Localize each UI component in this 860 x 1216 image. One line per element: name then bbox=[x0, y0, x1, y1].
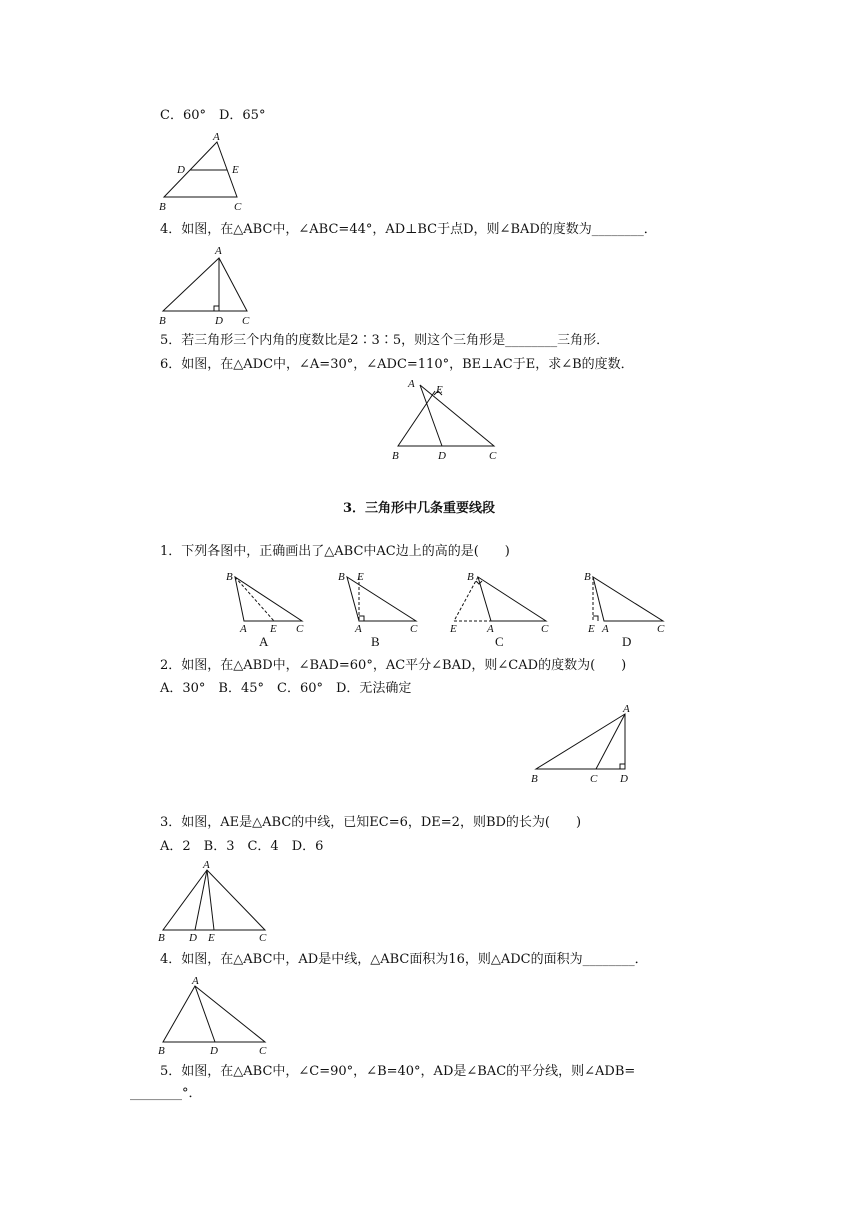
vertex-label-d: D bbox=[620, 773, 628, 785]
figure-option-b bbox=[334, 566, 424, 649]
vertex-label-c: C bbox=[242, 315, 250, 327]
vertex-label-a: A bbox=[240, 623, 247, 635]
vertex-label-b: B bbox=[392, 450, 399, 462]
figure-option-c bbox=[446, 566, 556, 649]
vertex-label-b: B bbox=[158, 932, 165, 944]
question-6-text: 6．如图，在△ADC中，∠A=30°，∠ADC=110°，BE⊥AC于E，求∠B的度数． bbox=[160, 357, 634, 372]
section-title: 3．三角形中几条重要线段 bbox=[343, 501, 496, 516]
vertex-label-c: C bbox=[259, 932, 267, 944]
vertex-label-d: D bbox=[215, 315, 223, 327]
vertex-label-e: E bbox=[270, 623, 277, 635]
question-4-text: 4．如图，在△ABC中，∠ABC=44°，AD⊥BC于点D，则∠BAD的度数为________． bbox=[160, 222, 657, 237]
vertex-label-d: D bbox=[177, 164, 185, 176]
question-s2-options: A．30° B．45° C．60° D．无法确定 bbox=[160, 681, 412, 696]
vertex-label-c: C bbox=[657, 623, 665, 635]
question-s5-blank: ________°． bbox=[130, 1086, 202, 1101]
vertex-label-e: E bbox=[588, 623, 595, 635]
figure-altitude-ad bbox=[155, 242, 255, 327]
vertex-label-e: E bbox=[436, 384, 443, 396]
vertex-label-e: E bbox=[357, 571, 364, 583]
vertex-label-b: B bbox=[338, 571, 345, 583]
vertex-label-b: B bbox=[159, 315, 166, 327]
option-label-b: B bbox=[371, 634, 380, 649]
figure-triangle-be bbox=[390, 375, 510, 465]
vertex-label-b: B bbox=[159, 201, 166, 213]
question-s1-text: 1．下列各图中，正确画出了△ABC中AC边上的高的是( ) bbox=[160, 544, 510, 559]
vertex-label-e: E bbox=[208, 932, 215, 944]
question-s3-options: A．2 B．3 C．4 D．6 bbox=[160, 839, 324, 854]
vertex-label-a: A bbox=[213, 131, 220, 143]
figure-bisector-ac bbox=[528, 700, 638, 790]
vertex-label-a: A bbox=[355, 623, 362, 635]
figure-median-ae bbox=[155, 858, 275, 948]
vertex-label-d: D bbox=[210, 1045, 218, 1057]
vertex-label-d: D bbox=[189, 932, 197, 944]
vertex-label-a: A bbox=[408, 378, 415, 390]
vertex-label-d: D bbox=[438, 450, 446, 462]
vertex-label-b: B bbox=[584, 571, 591, 583]
vertex-label-b: B bbox=[531, 773, 538, 785]
question-s2-text: 2．如图，在△ABD中，∠BAD=60°，AC平分∠BAD，则∠CAD的度数为( ) bbox=[160, 658, 627, 673]
vertex-label-c: C bbox=[296, 623, 304, 635]
option-label-a: A bbox=[259, 634, 269, 649]
figure-option-a bbox=[222, 566, 312, 649]
vertex-label-c: C bbox=[410, 623, 418, 635]
answer-options-cd: C．60° D．65° bbox=[160, 108, 266, 123]
vertex-label-b: B bbox=[467, 571, 474, 583]
vertex-label-c: C bbox=[234, 201, 242, 213]
question-s4-text: 4．如图，在△ABC中，AD是中线，△ABC面积为16，则△ADC的面积为________． bbox=[160, 952, 648, 967]
vertex-label-a: A bbox=[192, 975, 199, 987]
vertex-label-e: E bbox=[232, 164, 239, 176]
option-label-c: C bbox=[495, 634, 504, 649]
vertex-label-c: C bbox=[259, 1045, 267, 1057]
question-s3-text: 3．如图，AE是△ABC的中线，已知EC=6，DE=2，则BD的长为( ) bbox=[160, 815, 582, 830]
vertex-label-c: C bbox=[489, 450, 497, 462]
vertex-label-e: E bbox=[450, 623, 457, 635]
vertex-label-b: B bbox=[158, 1045, 165, 1057]
vertex-label-b: B bbox=[226, 571, 233, 583]
vertex-label-a: A bbox=[215, 245, 222, 257]
vertex-label-a: A bbox=[487, 623, 494, 635]
question-s5-text: 5．如图，在△ABC中，∠C=90°，∠B=40°，AD是∠BAC的平分线，则∠ADB= bbox=[160, 1064, 636, 1079]
figure-triangle-de bbox=[155, 130, 255, 213]
question-5-text: 5．若三角形三个内角的度数比是2∶3∶5，则这个三角形是________三角形． bbox=[160, 333, 610, 348]
vertex-label-c: C bbox=[541, 623, 549, 635]
vertex-label-a: A bbox=[203, 859, 210, 871]
figure-median-ad bbox=[155, 972, 275, 1062]
option-label-d: D bbox=[622, 634, 632, 649]
figure-option-d bbox=[580, 566, 680, 649]
vertex-label-c: C bbox=[590, 773, 598, 785]
vertex-label-a: A bbox=[623, 703, 630, 715]
vertex-label-a: A bbox=[602, 623, 609, 635]
